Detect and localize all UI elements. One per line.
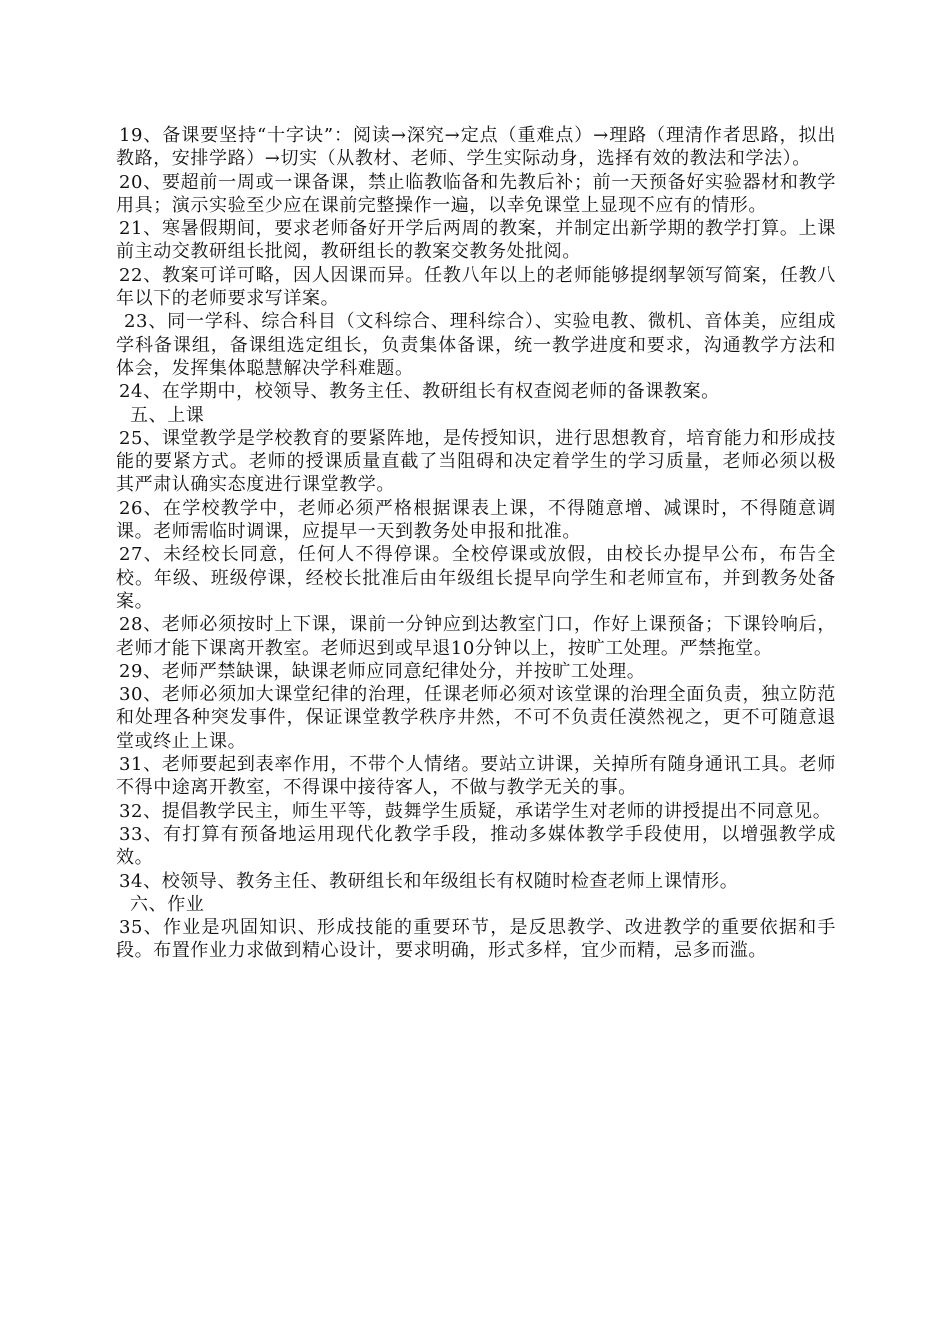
paragraph-30: 30、老师必须加大课堂纪律的治理，任课老师必须对该堂课的治理全面负责，独立防范和处理各种突发事件，保证课堂教学秩序井然，不可不负责任漠然视之，更不可随意退堂或终止上课。 xyxy=(116,684,836,752)
section-heading-homework: 六、作业 xyxy=(130,893,205,915)
paragraph-27: 27、未经校长同意，任何人不得停课。全校停课或放假，由校长办提早公布，布告全校。年级、班级停课，经校长批准后由年级组长提早向学生和老师宣布，并到教务处备案。 xyxy=(116,544,836,612)
paragraph-22: 22、教案可详可略，因人因课而异。任教八年以上的老师能够提纲挈领写简案，任教八年以下的老师要求写详案。 xyxy=(116,264,836,310)
paragraph-24: 24、在学期中，校领导、教务主任、教研组长有权查阅老师的备课教案。 xyxy=(119,381,720,403)
paragraph-33: 33、有打算有预备地运用现代化教学手段，推动多媒体教学手段使用，以增强教学成效。 xyxy=(116,823,836,869)
paragraph-20: 20、要超前一周或一课备课，禁止临教临备和先教后补；前一天预备好实验器材和教学用具；演示实验至少应在课前完整操作一遍，以幸免课堂上显现不应有的情形。 xyxy=(116,171,836,216)
paragraph-21: 21、寒暑假期间，要求老师备好开学后两周的教案，并制定出新学期的教学打算。上课前主动交教研组长批阅，教研组长的教案交教务处批阅。 xyxy=(116,218,836,263)
paragraph-35: 35、作业是巩固知识、形成技能的重要环节，是反思教学、改进教学的重要依据和手段。布置作业力求做到精心设计，要求明确，形式多样，宜少而精，忌多而滥。 xyxy=(116,917,836,962)
paragraph-19: 19、备课要坚持“十字诀”：阅读→深究→定点（重难点）→理路（理清作者思路，拟出教路，安排学路）→切实（从教材、老师、学生实际动身，选择有效的教法和学法）。 xyxy=(116,125,836,170)
paragraph-23: 23、同一学科、综合科目（文科综合、理科综合）、实验电教、微机、音体美，应组成学科备课组，备课组选定组长，负责集体备课，统一教学进度和要求，沟通教学方法和体会，发挥集体聪慧解决学科难题。 xyxy=(116,311,836,379)
paragraph-26: 26、在学校教学中，老师必须严格根据课表上课，不得随意增、减课时，不得随意调课。老师需临时调课，应提早一天到教务处申报和批准。 xyxy=(116,497,836,543)
paragraph-31: 31、老师要起到表率作用，不带个人情绪。要站立讲课，关掉所有随身通讯工具。老师不得中途离开教室，不得课中接待客人，不做与教学无关的事。 xyxy=(116,754,836,799)
paragraph-32: 32、提倡教学民主，师生平等，鼓舞学生质疑，承诺学生对老师的讲授提出不同意见。 xyxy=(119,800,832,822)
paragraph-34: 34、校领导、教务主任、教研组长和年级组长有权随时检查老师上课情形。 xyxy=(119,870,739,892)
document-body xyxy=(116,124,836,963)
paragraph-29: 29、老师严禁缺课，缺课老师应同意纪律处分，并按旷工处理。 xyxy=(119,660,646,682)
section-heading-classes: 五、上课 xyxy=(130,404,205,426)
paragraph-28: 28、老师必须按时上下课，课前一分钟应到达教室门口，作好上课预备；下课铃响后，老师才能下课离开教室。老师迟到或早退10分钟以上，按旷工处理。严禁拖堂。 xyxy=(116,614,836,659)
paragraph-25: 25、课堂教学是学校教育的要紧阵地，是传授知识，进行思想教育，培育能力和形成技能的要紧方式。老师的授课质量直截了当阻碍和决定着学生的学习质量，老师必须以极其严肃认确实态度进行课堂教学。 xyxy=(116,427,836,496)
